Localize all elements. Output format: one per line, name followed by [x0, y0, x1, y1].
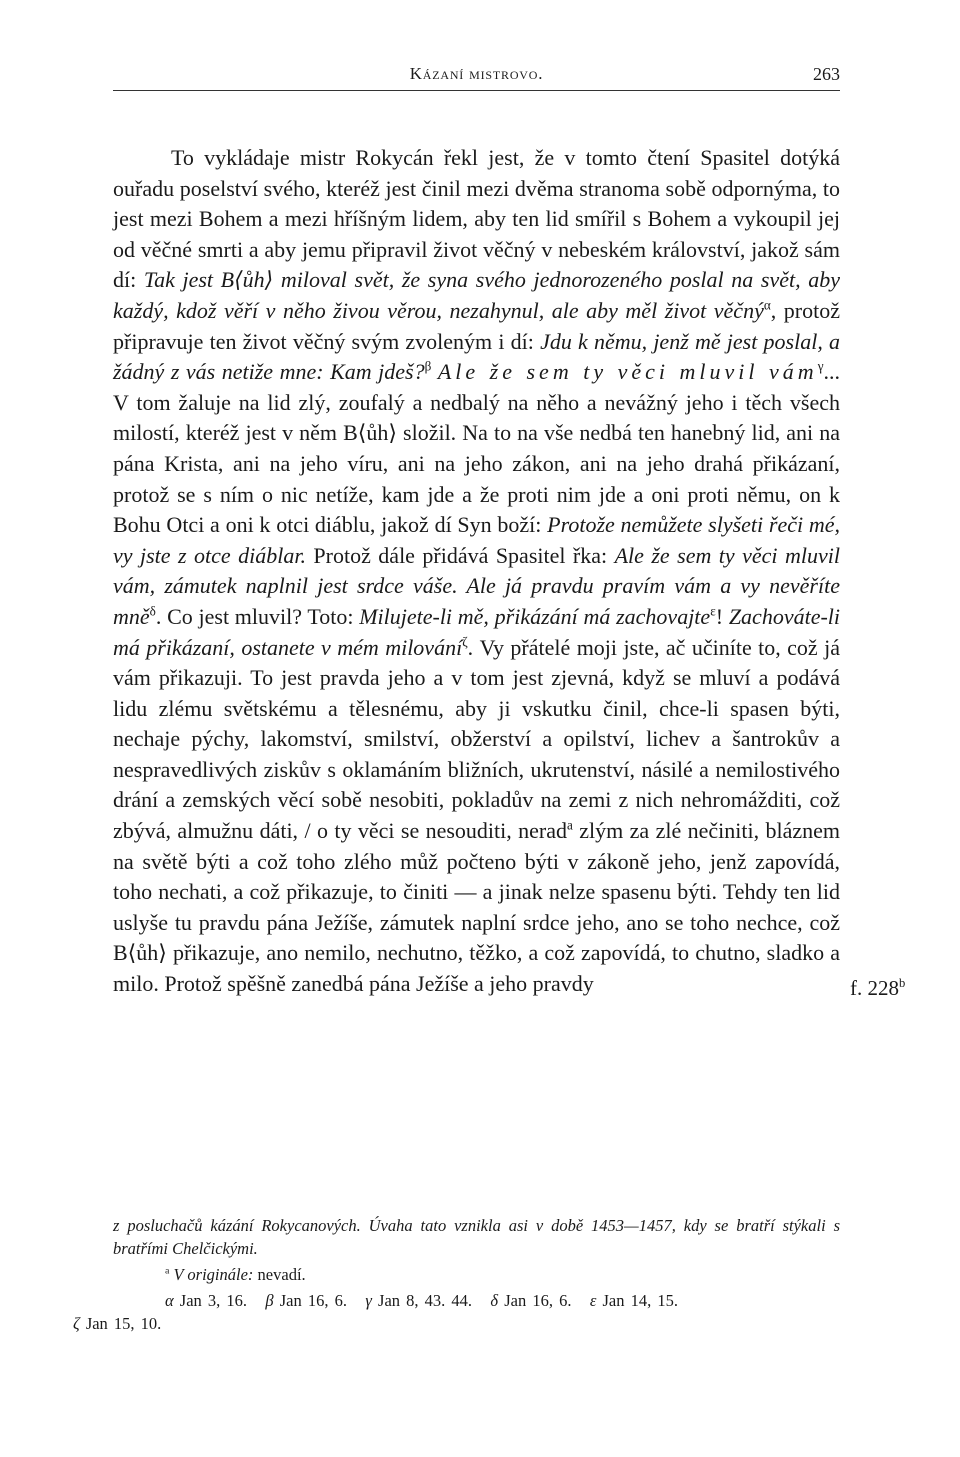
ref-text: Jan 16, 6. — [504, 1291, 572, 1310]
folio-label: f. 228 — [850, 976, 899, 1000]
page-number: 263 — [813, 64, 840, 84]
text-run: zlým za zlé nečiniti, bláznem na světě býti a což toho zlého můž počteno býti v zákoně jeho, jenž zapovídá, toho nechati, a což přikazuje, to činiti — a jinak nelze spasenu býti. Tehdy ten lid uslyše tu pravdu pána Ježíše, zámutek naplní srdce jeho, ano se toho nechce, což B⟨ůh⟩ přikazuje, ano nemilo, nechutno, těžko, a což zapovídá, to chutno, sladko a milo. Protož spěšně zanedbá pána Ježíše a jeho pravdy — [113, 818, 840, 997]
text-run: . Vy přátelé moji jste, ač učiníte to, což já vám přikazuji. To jest pravda jeho a v tom jest zjevná, když se mluví a podává lidu zlému světskému a tělesnému, aby ji vskutku činil, chce-li spasen býti, nechaje pýchy, lakomství, smilství, obžerství a opilství, lichev a šantrokův a nespravedlivých ziskův s oklamáním bližních, ukrutenství, násilé a nemilostivého drání a zemských věcí sobě nesobiti, pokladův na zemi z nich nehromážditi, což zbývá, almužnu dáti, / o ty věci se nesouditi, nerad — [113, 634, 840, 844]
footnote-ref-a: a — [567, 817, 573, 833]
footnote-a-label: V originále: — [173, 1265, 254, 1284]
ref-mark: ε — [589, 1291, 597, 1310]
main-text — [113, 143, 840, 1000]
footnote-ref-gamma: γ — [817, 358, 824, 374]
page-header — [113, 60, 840, 91]
quote-john-16-5: Jdu k němu, jenž mě jest poslal, a žádný z vás netiže mne: Kam jdeš? — [113, 328, 840, 385]
folio-side: b — [899, 976, 906, 990]
ref-text: Jan 16, 6. — [279, 1291, 348, 1310]
text-run: To vykládaje mistr Rokycán řekl jest, že v tomto čtení Spasitel dotýká ouřadu poselství svého, kteréž jest činil mezi dvěma stranoma sobě odpornýma, to jest mezi Bohem a mezi hříšným lidem, aby ten lid smířil s Bohem a vykoupil jej od věčné smrti a aby jemu připravil život věčný v nebeském království, jakož sám dí: — [113, 145, 840, 293]
ref-mark: α — [165, 1291, 174, 1310]
footnote-a-mark: a — [165, 1265, 170, 1277]
footnote-intro: z posluchačů kázání Rokycanových. Úvaha tato vznikla asi v době 1453—1457, kdy se bratří stýkali s bratřími Chelčickými. — [113, 1216, 840, 1258]
bible-references — [73, 1289, 840, 1335]
running-title: Kázaní mistrovo. — [409, 64, 544, 83]
ref-text: Jan 14, 15. — [602, 1291, 678, 1310]
text-run: ... V tom žaluje na lid zlý, zoufalý a nedbalý na něho a nevážný jeho i těch všech milostí, kteréž jest v něm B⟨ůh⟩ složil. Na to na vše nedbá ten hanebný lid, ani na pána Krista, ani na jeho víru, ani na jeho zákon, ani na jeho drahá přikázaní, protož se s ním o nic netíže, kam jde a že proti nim jde a oni proti němu, on k Bohu Otci a oni k otci diáblu, jakož dí Syn boží: — [113, 359, 841, 538]
folio-marker — [850, 976, 905, 1001]
quote-john-8-43: Protože nemůžete slyšeti řeči mé, vy jste z otce diáblar. — [113, 512, 841, 568]
ref-text: Jan 8, 43. 44. — [378, 1291, 473, 1310]
ref-mark: δ — [490, 1291, 499, 1310]
ref-mark: ζ — [73, 1314, 80, 1333]
footnote-ref-epsilon: ε — [710, 603, 716, 619]
footnote-a — [165, 1263, 840, 1286]
footnote-ref-zeta: ζ — [462, 634, 468, 650]
quote-john-3-16: Tak jest B⟨ůh⟩ miloval svět, že syna svého jednorozeného poslal na svět, aby každý, kdož věří v něho živou věrou, nezahynul, ale aby měl život věčný — [113, 267, 840, 323]
footnote-ref-delta: δ — [149, 603, 156, 619]
quote-spaced: Ale že sem ty věci mluvil vám — [437, 359, 818, 385]
text-run: , protož připravuje ten život věčný svým zvoleným i dí: — [113, 297, 840, 354]
footnote-a-text: nevadí. — [253, 1265, 306, 1284]
footnotes — [73, 1214, 840, 1335]
ref-text: Jan 15, 10. — [85, 1314, 162, 1333]
footnote-ref-alpha: α — [763, 297, 771, 313]
quote-john-16-6: Ale že sem ty věci mluvil vám, zámutek naplnil jest srdce váše. Ale já pravdu pravím vám a vy nevěříte mně — [113, 542, 840, 629]
quote-john-14-15: Milujete-li mě, přikázání má zachovajte — [359, 603, 711, 629]
ref-mark: γ — [365, 1291, 372, 1310]
ref-text: Jan 3, 16. — [179, 1291, 248, 1310]
text-run: ! — [715, 603, 729, 629]
ref-mark: β — [265, 1291, 274, 1310]
footnote-ref-beta: β — [424, 358, 432, 374]
text-run: . Co jest mluvil? Toto: — [155, 603, 360, 629]
text-run: Protož dále přidává Spasitel řka: — [305, 542, 615, 568]
quote-john-15-10: Zachováte-li má přikázaní, ostanete v mém milování — [113, 603, 841, 660]
